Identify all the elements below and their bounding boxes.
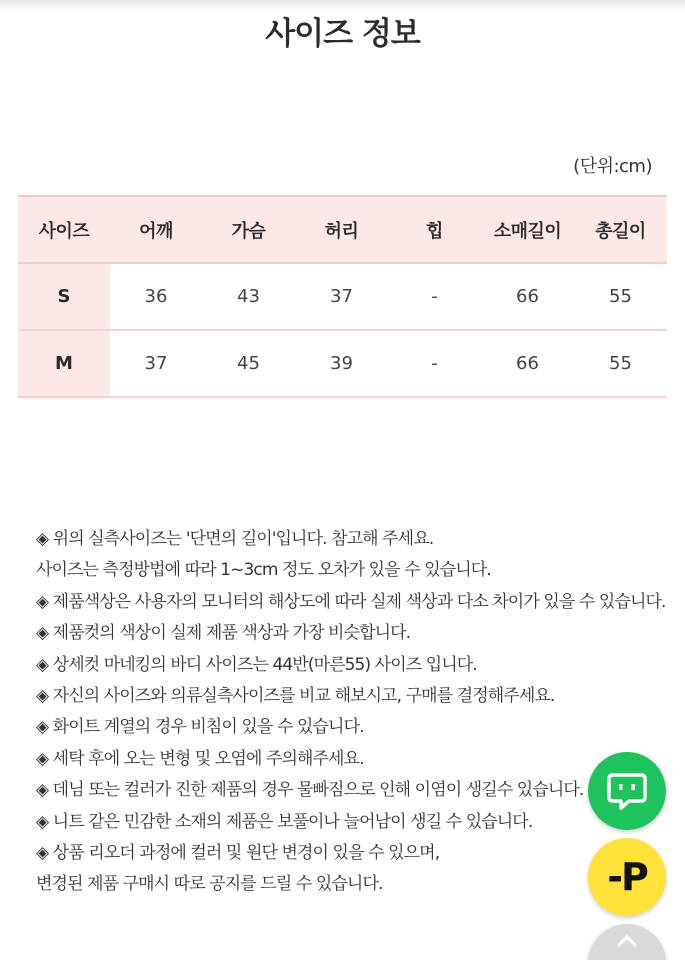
notice-item: ◈ 제품색상은 사용자의 모니터의 해상도에 따라 실제 색상과 다소 차이가 있을 수 있습니다. [36,591,666,612]
table-row [18,263,667,330]
header-hip: 힙 [388,196,481,263]
table-cell: 39 [295,330,388,397]
notice-item: ◈ 제품컷의 색상이 실제 제품 색상과 가장 비슷합니다. [36,623,411,644]
row-size-label: M [18,330,110,397]
header-chest: 가슴 [202,196,295,263]
table-cell: 43 [202,263,295,330]
row-size-label: S [18,263,110,330]
arrow-up-icon [612,928,642,958]
table-cell: 37 [295,263,388,330]
table-cell: 55 [574,330,667,397]
notice-item: ◈ 화이트 계열의 경우 비침이 있을 수 있습니다. [36,717,364,738]
pay-button[interactable] [588,838,666,916]
size-table [18,195,667,398]
table-cell: 45 [202,330,295,397]
header-waist: 허리 [295,196,388,263]
notice-item: ◈ 위의 실측사이즈는 '단면의 길이'입니다. 참고해 주세요. [36,529,434,549]
notice-item: 사이즈는 측정방법에 따라 1~3cm 정도 오차가 있을 수 있습니다. [36,560,491,581]
notice-item: ◈ 상품 리오더 과정에 컬러 및 원단 변경이 있을 수 있으며, [36,843,440,864]
notice-item: ◈ 니트 같은 민감한 소재의 제품은 보풀이나 늘어남이 생길 수 있습니다. [36,811,533,832]
unit-label: (단위:cm) [573,156,652,177]
table-cell: 37 [110,330,202,397]
table-cell: 55 [574,263,667,330]
table-row [18,330,667,397]
header-sleeve-length: 소매길이 [481,196,574,263]
chat-button[interactable] [588,752,666,830]
notice-item: ◈ 세탁 후에 오는 변형 및 오염에 주의해주세요. [36,748,364,769]
table-cell: - [388,263,481,330]
table-cell: 36 [110,263,202,330]
header-size: 사이즈 [18,196,110,263]
table-header-row [18,196,667,263]
notice-list [36,524,666,901]
notice-item: 변경된 제품 구매시 따로 공지를 드릴 수 있습니다. [36,874,383,895]
scroll-top-button[interactable] [588,924,666,960]
page-title: 사이즈 정보 [265,16,420,52]
pay-button-label: -P [607,855,647,899]
header-total-length: 총길이 [574,196,667,263]
table-cell: 66 [481,330,574,397]
table-cell: - [388,330,481,397]
table-cell: 66 [481,263,574,330]
notice-item: ◈ 데님 또는 컬러가 진한 제품의 경우 물빠짐으로 인해 이염이 생길수 있습니다. [36,780,584,801]
chat-bubble-icon [605,769,649,813]
header-shoulder: 어깨 [110,196,202,263]
notice-item: ◈ 자신의 사이즈와 의류실측사이즈를 비교 해보시고, 구매를 결정해주세요. [36,686,555,707]
notice-item: ◈ 상세컷 마네킹의 바디 사이즈는 44반(마른55) 사이즈 입니다. [36,654,477,675]
